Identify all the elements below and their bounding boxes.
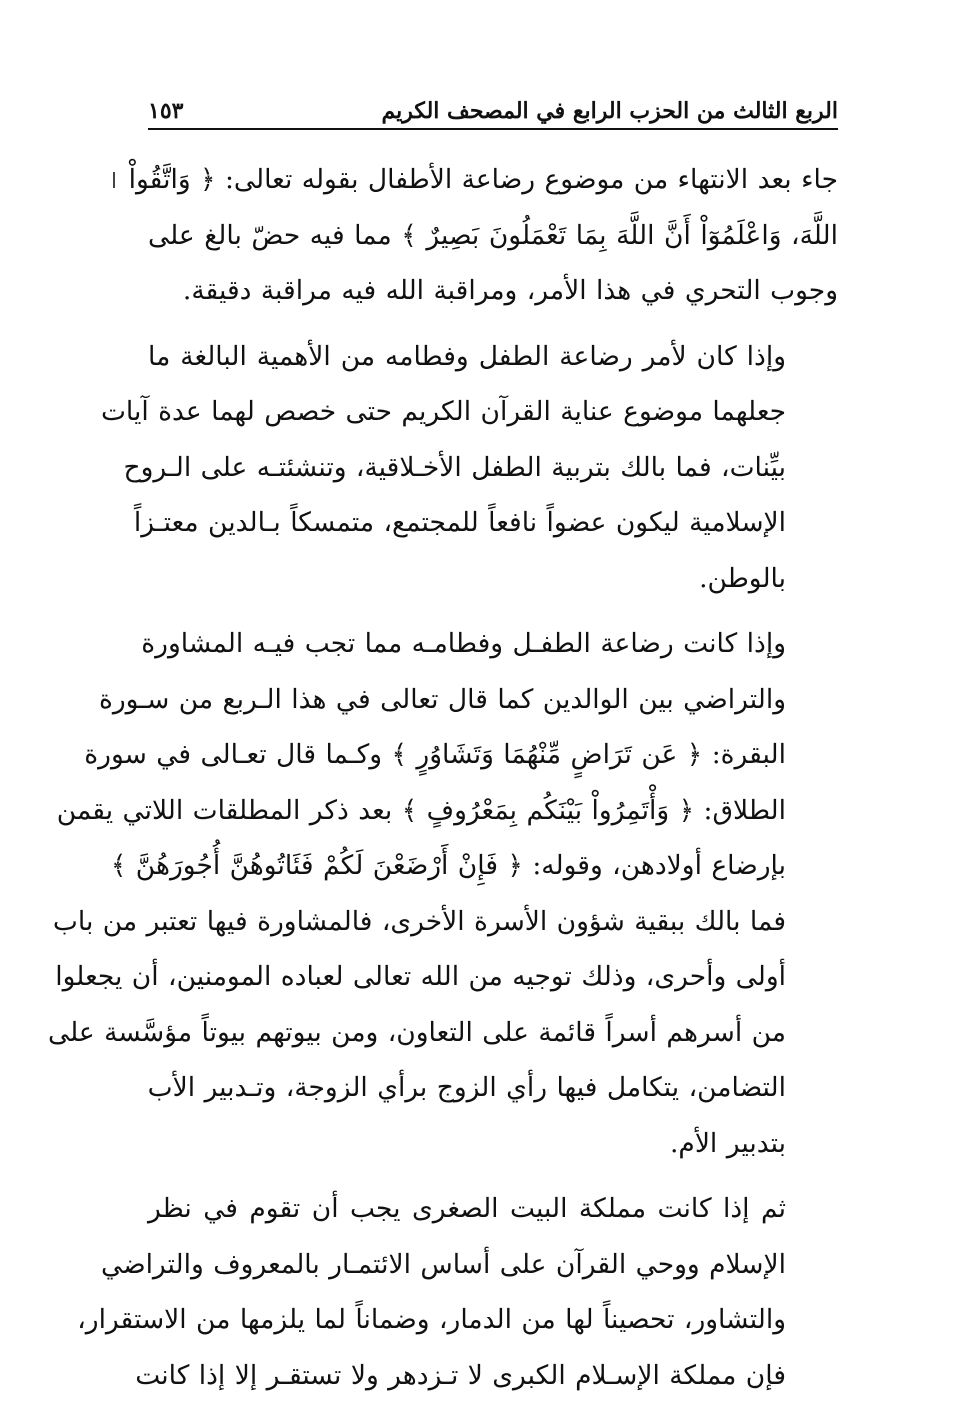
paragraph-4 — [77, 1181, 838, 1403]
margin-mark — [113, 172, 115, 188]
text-line: بالوطن. — [699, 562, 786, 594]
text-line: بتدبير الأم. — [669, 1127, 786, 1159]
text-line: الإسلام ووحي القرآن على أساس الائتمـار بالمعروف والتراضي — [100, 1248, 786, 1280]
text-line: فإن مملكة الإسـلام الكبرى لا تـزدهر ولا تستقـر إلا إذا كانت — [135, 1359, 786, 1391]
text-line: والتشاور، تحصيناً لها من الدمار، وضماناً لما يلزمها من الاستقرار، — [77, 1304, 786, 1335]
text-line: وجوب التحري في هذا الأمر، ومراقبة الله فيه مراقبة دقيقة. — [182, 275, 838, 306]
page-number: ١٥٣ — [148, 97, 184, 124]
text-line: ثم إذا كانت مملكة البيت الصغرى يجب أن تقوم في نظر — [148, 1193, 786, 1224]
running-header — [148, 88, 838, 130]
text-line: وإذا كانت رضاعة الطفـل وفطامـه مما تجب فيـه المشاورة — [141, 628, 786, 659]
text-line: جاء بعد الانتهاء من موضوع رضاعة الأطفال بقوله تعالى: ﴿ وَاتَّقُواْ — [128, 164, 838, 195]
text-line: فما بالك ببقية شؤون الأسرة الأخرى، فالمشاورة فيها تعتبر من باب — [52, 905, 786, 937]
text-line: التضامن، يتكامل فيها رأي الزوج برأي الزوجة، وتـدبير الأب — [147, 1072, 786, 1103]
text-line: وإذا كان لأمر رضاعة الطفل وفطامه من الأهمية البالغة ما — [148, 340, 786, 372]
text-line: والتراضي بين الوالدين كما قال تعالى في هذا الـربع من سـورة — [98, 683, 786, 715]
text-line: الطلاق: ﴿ وَأْتَمِرُواْ بَيْنَكُم بِمَعْرُوفٍ ﴾ بعد ذكر المطلقات اللاتي يقمن — [56, 794, 786, 826]
paragraph-2 — [100, 329, 838, 607]
running-header-title: الربع الثالث من الحزب الرابع في المصحف الكريم — [381, 97, 838, 124]
text-line: الإسلامية ليكون عضواً نافعاً للمجتمع، متمسكاً بـالدين معتـزاً — [133, 507, 786, 538]
text-line: أولى وأحرى، وذلك توجيه من الله تعالى لعباده المومنين، أن يجعلوا — [55, 961, 786, 992]
text-line: من أسرهم أسراً قائمة على التعاون، ومن بيوتهم بيوتاً مؤسَّسة على — [48, 1016, 786, 1048]
text-line: البقرة: ﴿ عَن تَرَاضٍ مِّنْهُمَا وَتَشَاوُرٍ ﴾ وكـما قال تعـالى في سورة — [84, 739, 786, 770]
text-line: بيِّنات، فما بالك بتربية الطفل الأخـلاقية، وتنشئتـه على الـروح — [123, 451, 786, 483]
text-line: جعلهما موضوع عناية القرآن الكريم حتى خصص لهما عدة آيات — [100, 396, 786, 427]
text-line: بإرضاع أولادهن، وقوله: ﴿ فَإِنْ أَرْضَعْنَ لَكُمْ فَئَاتُوهُنَّ أُجُورَهُنَّ ﴾ — [110, 850, 786, 881]
text-line: اللَّهَ، وَاعْلَمُوٓاْ أَنَّ اللَّهَ بِمَا تَعْمَلُونَ بَصِيرٌ ﴾ مما فيه حضّ بالغ على — [148, 219, 838, 251]
paragraph-1 — [128, 152, 838, 319]
paragraph-3 — [48, 616, 838, 1171]
body-text — [48, 152, 838, 1413]
